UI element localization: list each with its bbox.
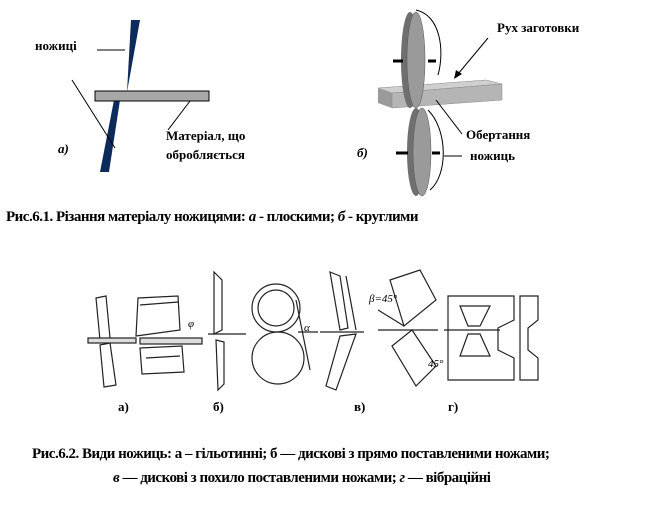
alpha-label: α [304,322,310,334]
upper-blade [127,20,140,92]
caption-figure-6-1 [6,209,418,226]
label-rotation-2: ножиць [470,148,515,163]
guillotine-side-sheet [140,338,202,344]
guillotine-side-hatch [140,302,178,305]
caption-a: а [248,209,256,225]
disk-straight-lower [252,332,304,384]
sub-label-a: а) [118,399,129,414]
disk-straight-knife-up [214,272,222,334]
disk-straight-upper [252,284,300,332]
caption-figure-6-2-line2 [113,470,490,487]
vibr-upper-knife [460,306,490,326]
caption2-g-text: — вібраційні [404,470,491,486]
label-knives: ножиці [35,38,77,53]
label-motion: Рух заготовки [497,20,580,35]
caption2-v: в [113,470,120,486]
label-material-2: обробляється [166,147,245,162]
disk-straight-knife-dn [216,340,224,390]
beta-label: β=45° [369,293,398,305]
caption-prefix: Рис.6.1. Різання матеріалу ножицями: [6,209,249,225]
disk-incl-knife-dn [326,334,356,390]
upper-disk-face [407,12,425,108]
motion-arrow [458,38,488,74]
disk-incl-knife-up [330,272,348,330]
caption-figure-6-2-line1: Рис.6.2. Види ножиць: а – гільотинні; б — дискові з прямо поставленими ножами; [32,446,550,462]
disk-straight-axis [296,300,310,370]
phi-label: φ [188,318,195,330]
guillotine-upper-knife [96,296,110,340]
caption2-v-text: — дискові з похило поставленими ножами; [119,470,400,486]
guillotine-side-line [146,356,180,358]
label-a: а) [58,141,69,156]
guillotine-lower-knife [100,343,116,387]
guillotine-sheet [88,338,136,343]
caption-end: - круглими [344,209,419,225]
caption-b: б [337,209,345,225]
lower-blade [100,100,120,172]
label-rotation-1: Обертання [466,127,531,142]
sub-label-g: г) [448,399,459,414]
lower-disk-face [413,108,431,196]
angle-label: 45° [428,358,444,370]
vibr-frame [448,296,514,380]
vibr-lower-knife [460,334,490,356]
rotation-leader [436,100,462,134]
label-b: б) [357,145,368,160]
label-material-1: Матеріал, що [166,128,246,143]
sub-label-v: в) [354,399,366,414]
sub-label-b: б) [213,399,224,414]
cutting-line [72,80,115,148]
vibr-frame-right [520,296,538,380]
guillotine-side-lower [140,346,184,374]
caption2-g: г [399,470,405,486]
figure-6-2-drawing [88,270,538,390]
material-leader [168,101,190,130]
disk-straight-upper-inner [258,290,294,326]
material-plate [95,91,209,101]
caption-mid: - плоскими; [255,209,338,225]
